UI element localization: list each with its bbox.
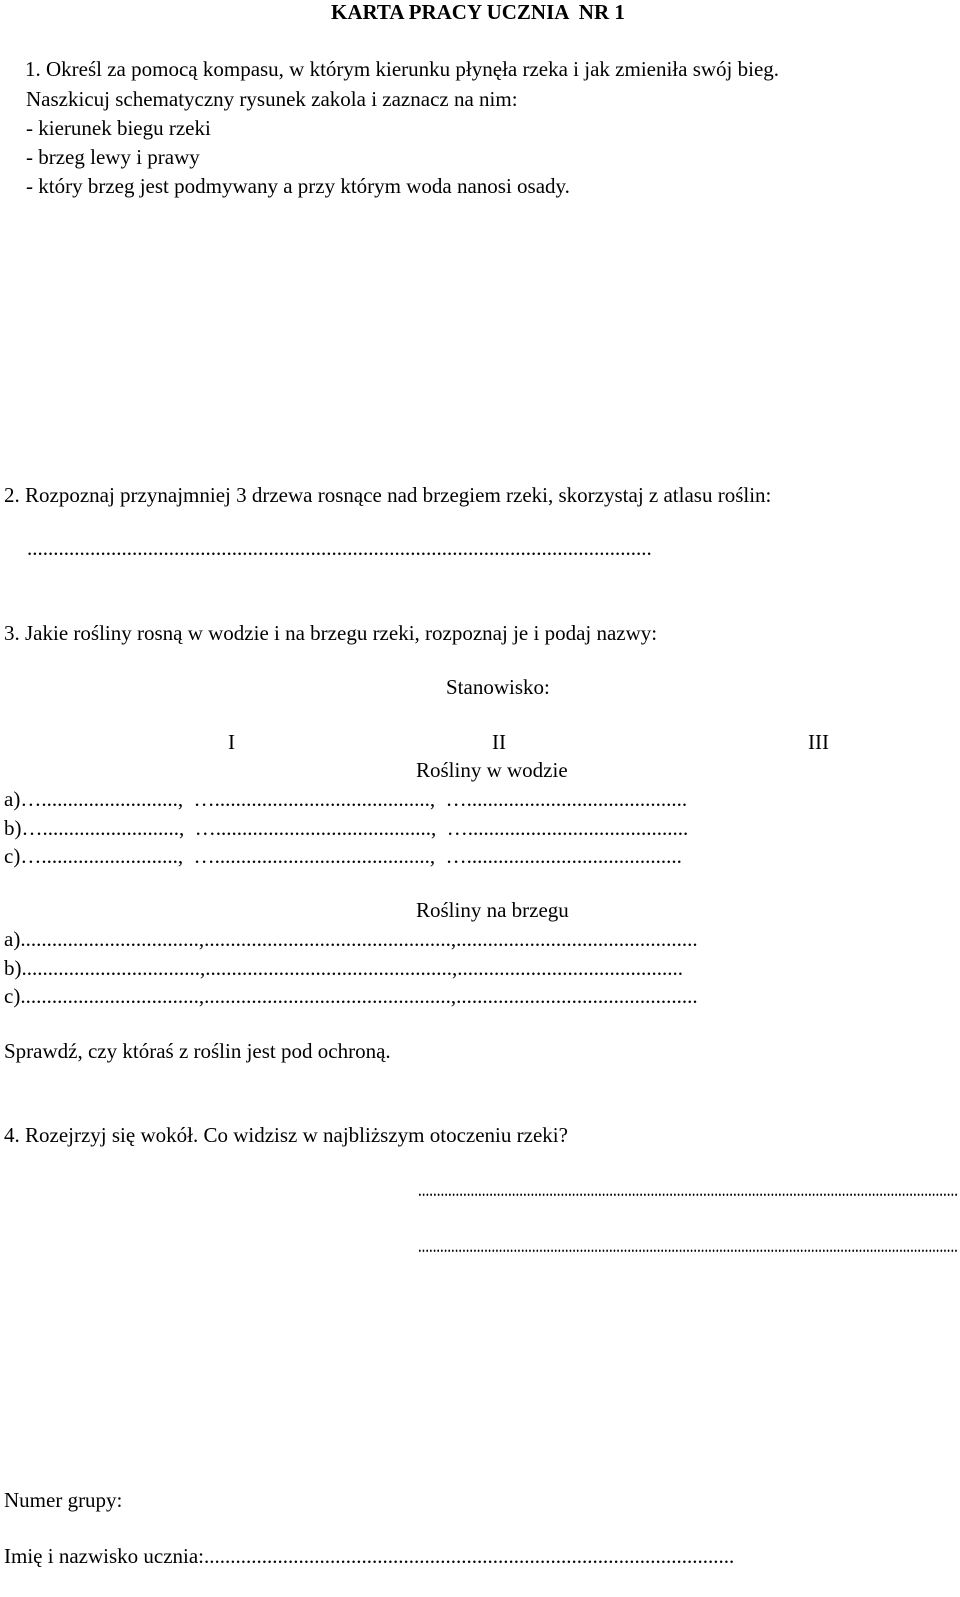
task3-question: 3. Jakie rośliny rosną w wodzie i na brzegu rzeki, rozpoznaj je i podaj nazwy: [4, 621, 658, 645]
task3-protection-check: Sprawdź, czy któraś z roślin jest pod ochroną. [4, 1039, 391, 1063]
group-number-label: Numer grupy: [4, 1488, 123, 1512]
task1-line1: 1. Określ za pomocą kompasu, w którym kierunku płynęła rzeka i jak zmieniła swój bieg. [25, 57, 780, 81]
task3-water-row-c: c)….........................., …........................................., …......................................... [4, 844, 682, 868]
task4-answer-line-1: ................................................................................................................................................ [418, 1177, 958, 1201]
task3-shore-row-a: a)..................................,...............................................,.............................................. [4, 927, 698, 951]
task2-question: 2. Rozpoznaj przynajmniej 3 drzewa rosnące nad brzegiem rzeki, skorzystaj z atlasu roślin: [4, 483, 772, 507]
task1-item-direction: - kierunek biegu rzeki [26, 116, 211, 140]
student-name-line: Imię i nazwisko ucznia:..................................................................................................... [4, 1544, 735, 1568]
task3-stanowisko-label: Stanowisko: [446, 675, 550, 699]
task1-item-banks: - brzeg lewy i prawy [26, 145, 200, 169]
task2-answer-line: ....................................................................................................................... [27, 536, 652, 560]
task3-shore-heading: Rośliny na brzegu [416, 898, 569, 922]
task4-question: 4. Rozejrzyj się wokół. Co widzisz w najbliższym otoczeniu rzeki? [4, 1123, 568, 1147]
worksheet-title: KARTA PRACY UCZNIA NR 1 [331, 0, 625, 24]
task1-item-erosion: - który brzeg jest podmywany a przy którym woda nanosi osady. [26, 174, 570, 198]
task3-column-i: I [228, 730, 235, 754]
task4-answer-line-2: ................................................................................................................................................... [418, 1233, 958, 1257]
task3-shore-row-b: b)..................................,...............................................,........................................... [4, 956, 683, 980]
task3-water-row-a: a)….........................., …........................................., ….......................................... [4, 787, 688, 811]
task3-column-iii: III [808, 730, 829, 754]
task3-water-heading: Rośliny w wodzie [416, 758, 568, 782]
task3-column-ii: II [492, 730, 506, 754]
task3-shore-row-c: c)..................................,...............................................,.............................................. [4, 984, 698, 1008]
task1-line2: Naszkicuj schematyczny rysunek zakola i zaznacz na nim: [26, 87, 518, 111]
task3-water-row-b: b)….........................., …........................................., ….......................................... [4, 816, 689, 840]
